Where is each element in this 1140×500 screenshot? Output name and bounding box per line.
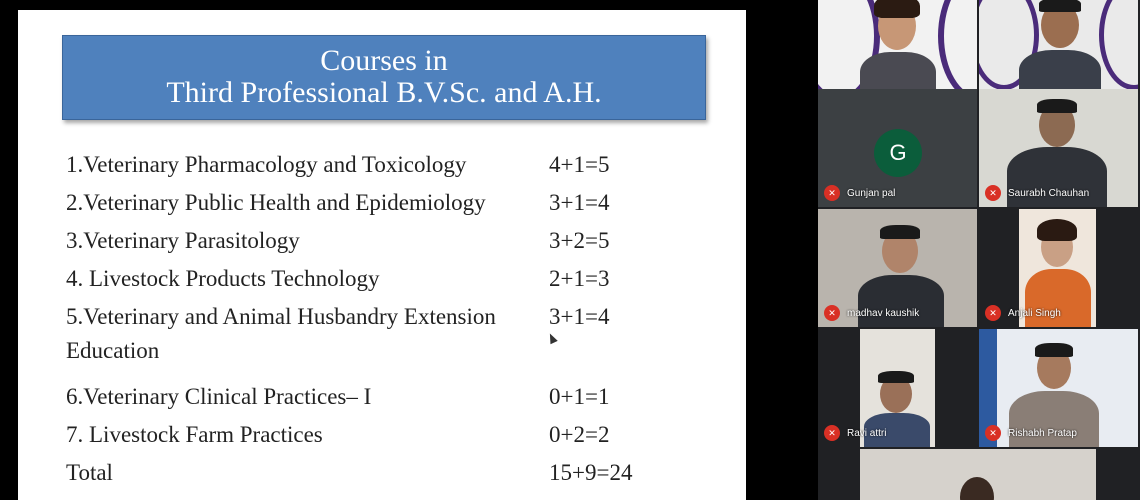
mic-off-icon[interactable]: ✕ bbox=[824, 425, 840, 441]
course-credit: 3+1=4 bbox=[549, 190, 610, 215]
mic-off-icon[interactable]: ✕ bbox=[985, 305, 1001, 321]
participant-name-bar bbox=[824, 185, 895, 201]
participant-tile[interactable] bbox=[979, 89, 1138, 207]
participant-name: madhav kaushik bbox=[847, 307, 920, 319]
participant-name-bar bbox=[824, 305, 919, 321]
course-name: 5.Veterinary and Animal Husbandry Extension bbox=[66, 304, 496, 329]
course-name: 7. Livestock Farm Practices bbox=[66, 422, 323, 447]
mic-off-icon[interactable]: ✕ bbox=[985, 185, 1001, 201]
total-label: Total bbox=[66, 460, 113, 485]
mic-off-icon[interactable]: ✕ bbox=[985, 425, 1001, 441]
course-name: 2.Veterinary Public Health and Epidemiology bbox=[66, 190, 486, 215]
participant-tile[interactable] bbox=[979, 209, 1138, 327]
course-name: Education bbox=[66, 338, 160, 363]
participant-tile[interactable] bbox=[860, 449, 1096, 500]
mic-off-icon[interactable]: ✕ bbox=[824, 185, 840, 201]
participant-grid bbox=[818, 0, 1140, 500]
course-name: 6.Veterinary Clinical Practices– I bbox=[66, 384, 372, 409]
participant-tile[interactable] bbox=[818, 89, 977, 207]
participant-tile[interactable] bbox=[979, 329, 1138, 447]
participant-name: Anjali Singh bbox=[1008, 307, 1061, 319]
participant-avatar: G bbox=[874, 129, 922, 177]
participant-name: Ravi attri bbox=[847, 427, 887, 439]
slide-title-line1: Courses in bbox=[320, 44, 448, 77]
total-credit: 15+9=24 bbox=[549, 460, 633, 485]
participant-name-bar bbox=[824, 425, 886, 441]
participant-name-bar bbox=[985, 185, 1089, 201]
course-credit: 3+1=4 bbox=[549, 304, 610, 329]
course-name: 1.Veterinary Pharmacology and Toxicology bbox=[66, 152, 467, 177]
participant-name-bar bbox=[985, 305, 1061, 321]
course-name: 4. Livestock Products Technology bbox=[66, 266, 380, 291]
course-credit: 0+1=1 bbox=[549, 384, 610, 409]
course-credit: 3+2=5 bbox=[549, 228, 610, 253]
participant-tile[interactable] bbox=[818, 209, 977, 327]
slide-title bbox=[62, 35, 706, 120]
course-credit: 4+1=5 bbox=[549, 152, 610, 177]
participant-name: Gunjan pal bbox=[847, 187, 896, 199]
participant-name-bar bbox=[985, 425, 1077, 441]
course-credit: 2+1=3 bbox=[549, 266, 610, 291]
slide-title-line2: Third Professional B.V.Sc. and A.H. bbox=[166, 76, 602, 109]
participant-name: Saurabh Chauhan bbox=[1008, 187, 1090, 199]
mic-off-icon[interactable]: ✕ bbox=[824, 305, 840, 321]
course-name: 3.Veterinary Parasitology bbox=[66, 228, 300, 253]
participant-video bbox=[860, 449, 1096, 500]
participant-tile[interactable] bbox=[818, 329, 977, 447]
participant-name: Rishabh Pratap bbox=[1008, 427, 1077, 439]
course-credit: 0+2=2 bbox=[549, 422, 610, 447]
presentation-slide bbox=[18, 10, 746, 500]
